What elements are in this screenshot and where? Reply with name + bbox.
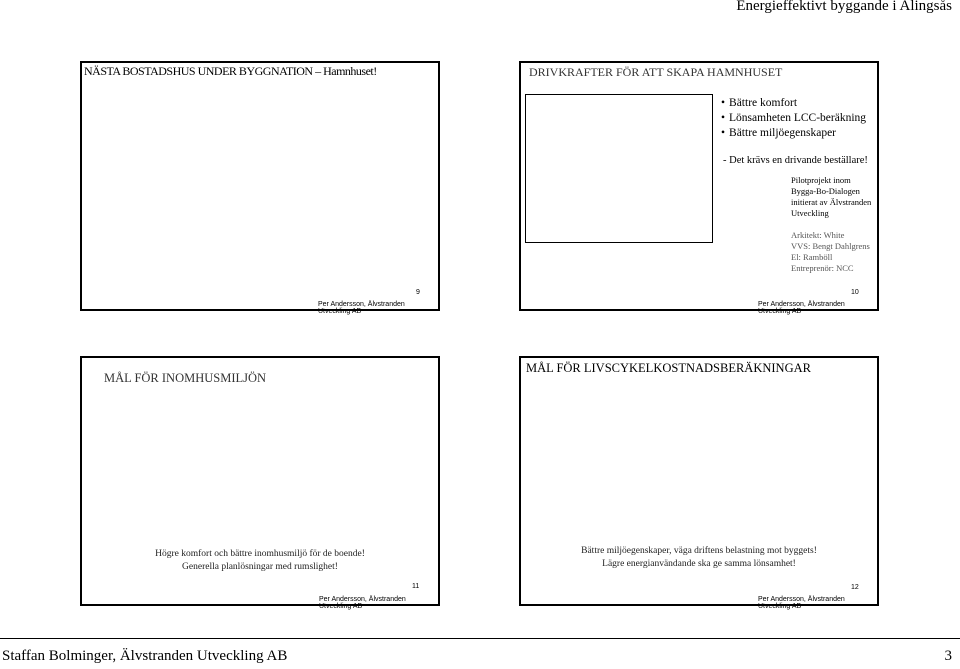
slide-body: Bättre miljöegenskaper, väga driftens belastning mot byggets! Lägre energianvändande ska ge samma lönsamhet!	[581, 546, 817, 569]
slide-footer: Per Andersson, Älvstranden Utveckling AB	[758, 301, 845, 315]
slide-title: MÅL FÖR LIVSCYKELKOSTNADSBERÄKNINGAR	[526, 361, 811, 375]
slide-number: 10	[851, 289, 859, 296]
page-footer	[0, 638, 960, 669]
slide-11	[80, 356, 440, 610]
driver-list	[721, 96, 866, 141]
slide-footer: Per Andersson, Älvstranden Utveckling AB	[319, 596, 406, 610]
pilot-text: Pilotprojekt inom Bygga-Bo-Dialogen initierat av Älvstranden Utveckling	[791, 175, 872, 218]
slide-title: DRIVKRAFTER FÖR ATT SKAPA HAMNHUSET	[529, 65, 783, 79]
slide-note: - Det krävs en drivande beställare!	[723, 155, 868, 166]
image-placeholder	[525, 94, 713, 243]
list-item: • Bättre komfort	[721, 96, 866, 111]
slide-number: 11	[412, 583, 420, 590]
slide-footer: Per Andersson, Älvstranden Utveckling AB	[318, 301, 405, 315]
slide-number: 9	[416, 289, 420, 296]
slide-9	[80, 61, 440, 315]
slide-10	[519, 61, 879, 315]
document-header-title: Energieffektivt byggande i Alingsås	[736, 0, 952, 14]
list-item: • Lönsamheten LCC-beräkning	[721, 111, 866, 126]
footer-author: Staffan Bolminger, Älvstranden Utveckling AB	[2, 648, 288, 664]
slide-number: 12	[851, 584, 859, 591]
slide-body: Högre komfort och bättre inomhusmiljö för de boende! Generella planlösningar med rumslighet!	[155, 549, 365, 572]
list-item: • Bättre miljöegenskaper	[721, 126, 866, 141]
slide-12	[519, 356, 879, 610]
slide-title: NÄSTA BOSTADSHUS UNDER BYGGNATION – Hamnhuset!	[84, 64, 377, 78]
slide-footer: Per Andersson, Älvstranden Utveckling AB	[758, 596, 845, 610]
slide-title: MÅL FÖR INOMHUSMILJÖN	[104, 371, 267, 385]
credits-text: Arkitekt: White VVS: Bengt Dahlgrens El: Ramböll Entreprenör: NCC	[791, 230, 870, 273]
page-number: 3	[944, 648, 952, 664]
